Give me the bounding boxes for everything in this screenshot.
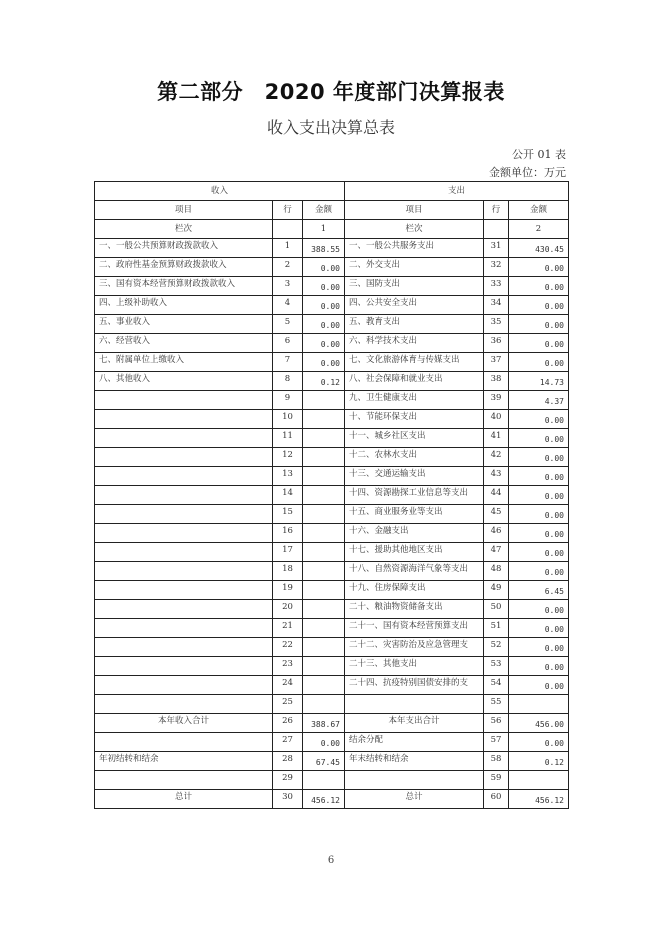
expense-item-cell: 十二、农林水支出 [345, 448, 484, 467]
income-item-cell: 三、国有资本经营预算财政拨款收入 [95, 277, 273, 296]
income-amount-cell: 0.00 [303, 353, 345, 372]
income-amount-cell [303, 562, 345, 581]
expense-item-cell: 年末结转和结余 [345, 752, 484, 771]
income-line-cell: 22 [273, 638, 303, 657]
income-item-cell [95, 448, 273, 467]
group-header-row [95, 182, 569, 201]
expense-line-cell: 44 [484, 486, 509, 505]
table-row [95, 296, 569, 315]
expense-item-cell: 十四、资源勘探工业信息等支出 [345, 486, 484, 505]
income-item-cell: 四、上级补助收入 [95, 296, 273, 315]
expense-item-cell: 十八、自然资源海洋气象等支出 [345, 562, 484, 581]
income-item-cell: 本年收入合计 [95, 714, 273, 733]
table-row [95, 714, 569, 733]
income-amount-cell: 456.12 [303, 790, 345, 809]
expense-line-cell: 37 [484, 353, 509, 372]
expense-amount-cell: 0.00 [509, 429, 569, 448]
column-index-row [95, 220, 569, 239]
income-line-cell: 23 [273, 657, 303, 676]
income-item-cell [95, 505, 273, 524]
expense-line-cell: 33 [484, 277, 509, 296]
expense-amount-cell: 0.00 [509, 524, 569, 543]
income-item-cell [95, 429, 273, 448]
expense-item-cell [345, 695, 484, 714]
income-amount-cell [303, 505, 345, 524]
table-row [95, 524, 569, 543]
income-line-cell: 26 [273, 714, 303, 733]
income-item-cell: 五、事业收入 [95, 315, 273, 334]
income-amount-cell [303, 771, 345, 790]
income-amount-cell: 0.00 [303, 296, 345, 315]
expense-item-cell: 八、社会保障和就业支出 [345, 372, 484, 391]
income-amount-cell [303, 467, 345, 486]
expense-item-cell: 九、卫生健康支出 [345, 391, 484, 410]
income-line-cell: 12 [273, 448, 303, 467]
expense-amount-cell: 0.00 [509, 334, 569, 353]
expense-item-cell: 总计 [345, 790, 484, 809]
expense-amount-header: 金额 [509, 201, 569, 220]
expense-amount-cell: 0.00 [509, 543, 569, 562]
expense-item-cell: 十三、交通运输支出 [345, 467, 484, 486]
income-item-cell [95, 543, 273, 562]
table-row [95, 619, 569, 638]
expense-amount-cell: 0.00 [509, 448, 569, 467]
income-amount-cell [303, 600, 345, 619]
table-subtitle: 收入支出决算总表 [266, 118, 395, 137]
income-amount-cell [303, 638, 345, 657]
income-item-cell [95, 676, 273, 695]
expense-line-cell: 43 [484, 467, 509, 486]
expense-item-cell: 本年支出合计 [345, 714, 484, 733]
income-line-cell: 1 [273, 239, 303, 258]
expense-line-cell: 49 [484, 581, 509, 600]
income-item-cell [95, 657, 273, 676]
income-line-cell: 3 [273, 277, 303, 296]
expense-item-cell [345, 771, 484, 790]
expense-index-value: 2 [509, 220, 569, 239]
income-line-cell: 10 [273, 410, 303, 429]
table-row [95, 733, 569, 752]
table-row [95, 258, 569, 277]
income-amount-cell [303, 486, 345, 505]
expense-item-cell: 十一、城乡社区支出 [345, 429, 484, 448]
expense-item-cell: 结余分配 [345, 733, 484, 752]
income-item-header: 项目 [95, 201, 273, 220]
expense-line-cell: 40 [484, 410, 509, 429]
income-line-cell: 17 [273, 543, 303, 562]
expense-line-cell: 56 [484, 714, 509, 733]
table-row [95, 543, 569, 562]
page-number: 6 [327, 855, 335, 866]
income-amount-cell: 0.12 [303, 372, 345, 391]
expense-amount-cell: 430.45 [509, 239, 569, 258]
amount-unit: 金额单位：万元 [489, 166, 566, 179]
income-item-cell [95, 410, 273, 429]
income-amount-cell [303, 676, 345, 695]
expense-line-cell: 36 [484, 334, 509, 353]
income-amount-cell: 0.00 [303, 334, 345, 353]
expense-amount-cell: 0.00 [509, 315, 569, 334]
expense-line-cell: 50 [484, 600, 509, 619]
expense-line-cell: 39 [484, 391, 509, 410]
expense-amount-cell: 456.12 [509, 790, 569, 809]
income-item-cell [95, 695, 273, 714]
expense-amount-cell [509, 695, 569, 714]
expense-amount-cell: 0.00 [509, 619, 569, 638]
income-line-cell: 21 [273, 619, 303, 638]
income-item-cell [95, 467, 273, 486]
income-amount-cell: 0.00 [303, 277, 345, 296]
income-item-cell [95, 638, 273, 657]
income-item-cell: 八、其他收入 [95, 372, 273, 391]
expense-line-cell: 46 [484, 524, 509, 543]
expense-line-cell: 60 [484, 790, 509, 809]
table-row [95, 657, 569, 676]
income-amount-cell: 388.55 [303, 239, 345, 258]
expense-amount-cell: 0.12 [509, 752, 569, 771]
table-row [95, 695, 569, 714]
expense-amount-cell: 0.00 [509, 562, 569, 581]
expense-line-cell: 38 [484, 372, 509, 391]
income-line-header: 行 [273, 201, 303, 220]
table-row [95, 581, 569, 600]
expense-line-cell: 48 [484, 562, 509, 581]
income-index-label: 栏次 [95, 220, 273, 239]
expense-line-cell: 59 [484, 771, 509, 790]
expense-line-cell: 57 [484, 733, 509, 752]
table-row [95, 429, 569, 448]
expense-item-cell: 四、公共安全支出 [345, 296, 484, 315]
expense-line-cell: 54 [484, 676, 509, 695]
income-line-cell: 27 [273, 733, 303, 752]
expense-item-cell: 十、节能环保支出 [345, 410, 484, 429]
table-row [95, 486, 569, 505]
income-line-cell: 30 [273, 790, 303, 809]
income-line-cell: 19 [273, 581, 303, 600]
expense-amount-cell: 0.00 [509, 258, 569, 277]
income-line-cell: 29 [273, 771, 303, 790]
income-item-cell: 二、政府性基金预算财政拨款收入 [95, 258, 273, 277]
expense-line-cell: 58 [484, 752, 509, 771]
table-row [95, 467, 569, 486]
income-line-cell: 20 [273, 600, 303, 619]
income-amount-cell: 0.00 [303, 258, 345, 277]
table-row [95, 239, 569, 258]
expense-amount-cell: 456.00 [509, 714, 569, 733]
table-row [95, 752, 569, 771]
table-row [95, 315, 569, 334]
expense-item-cell: 二十二、灾害防治及应急管理支 [345, 638, 484, 657]
income-item-cell [95, 581, 273, 600]
table-row [95, 638, 569, 657]
expense-item-header: 项目 [345, 201, 484, 220]
table-row [95, 334, 569, 353]
income-item-cell [95, 562, 273, 581]
income-amount-header: 金额 [303, 201, 345, 220]
expense-index-label: 栏次 [345, 220, 484, 239]
expense-index-line [484, 220, 509, 239]
income-item-cell [95, 771, 273, 790]
income-item-cell [95, 600, 273, 619]
income-item-cell: 七、附属单位上缴收入 [95, 353, 273, 372]
income-amount-cell [303, 448, 345, 467]
income-amount-cell [303, 695, 345, 714]
income-amount-cell [303, 391, 345, 410]
expense-amount-cell: 0.00 [509, 467, 569, 486]
expense-item-cell: 五、教育支出 [345, 315, 484, 334]
expense-line-cell: 52 [484, 638, 509, 657]
income-amount-cell [303, 619, 345, 638]
table-row [95, 771, 569, 790]
income-item-cell [95, 391, 273, 410]
table-row [95, 353, 569, 372]
income-amount-cell [303, 581, 345, 600]
income-amount-cell [303, 429, 345, 448]
expense-line-cell: 42 [484, 448, 509, 467]
income-line-cell: 24 [273, 676, 303, 695]
income-item-cell: 总计 [95, 790, 273, 809]
income-line-cell: 11 [273, 429, 303, 448]
expense-amount-cell: 0.00 [509, 277, 569, 296]
income-line-cell: 6 [273, 334, 303, 353]
income-line-cell: 18 [273, 562, 303, 581]
expense-amount-cell [509, 771, 569, 790]
income-amount-cell: 0.00 [303, 315, 345, 334]
expense-line-cell: 32 [484, 258, 509, 277]
table-number: 公开 01 表 [512, 148, 566, 161]
expense-amount-cell: 0.00 [509, 410, 569, 429]
income-amount-cell: 388.67 [303, 714, 345, 733]
expense-item-cell: 二十三、其他支出 [345, 657, 484, 676]
income-line-cell: 5 [273, 315, 303, 334]
expense-item-cell: 十九、住房保障支出 [345, 581, 484, 600]
expense-item-cell: 二十四、抗疫特别国债安排的支 [345, 676, 484, 695]
income-line-cell: 28 [273, 752, 303, 771]
income-item-cell: 一、一般公共预算财政拨款收入 [95, 239, 273, 258]
table-row [95, 448, 569, 467]
table-row [95, 505, 569, 524]
income-amount-cell [303, 410, 345, 429]
income-item-cell: 六、经营收入 [95, 334, 273, 353]
expense-item-cell: 十五、商业服务业等支出 [345, 505, 484, 524]
table-row [95, 372, 569, 391]
income-line-cell: 15 [273, 505, 303, 524]
expense-item-cell: 七、文化旅游体育与传媒支出 [345, 353, 484, 372]
expense-amount-cell: 0.00 [509, 486, 569, 505]
expense-amount-cell: 0.00 [509, 353, 569, 372]
income-item-cell [95, 733, 273, 752]
expense-item-cell: 三、国防支出 [345, 277, 484, 296]
expense-item-cell: 二十一、国有资本经营预算支出 [345, 619, 484, 638]
page-title: 第二部分 2020 年度部门决算报表 [157, 80, 505, 104]
expense-amount-cell: 0.00 [509, 505, 569, 524]
income-item-cell [95, 524, 273, 543]
expense-item-cell: 十七、援助其他地区支出 [345, 543, 484, 562]
expense-item-cell: 十六、金融支出 [345, 524, 484, 543]
expense-item-cell: 二十、粮油物资储备支出 [345, 600, 484, 619]
expense-amount-cell: 0.00 [509, 676, 569, 695]
income-line-cell: 9 [273, 391, 303, 410]
expense-amount-cell: 0.00 [509, 657, 569, 676]
table-row [95, 790, 569, 809]
expense-item-cell: 六、科学技术支出 [345, 334, 484, 353]
income-amount-cell [303, 524, 345, 543]
table-row [95, 600, 569, 619]
expense-amount-cell: 0.00 [509, 733, 569, 752]
income-group-header: 收入 [95, 182, 345, 201]
income-line-cell: 2 [273, 258, 303, 277]
income-line-cell: 16 [273, 524, 303, 543]
expense-line-cell: 55 [484, 695, 509, 714]
table-row [95, 391, 569, 410]
income-index-line [273, 220, 303, 239]
expense-line-cell: 41 [484, 429, 509, 448]
table-row [95, 562, 569, 581]
income-item-cell: 年初结转和结余 [95, 752, 273, 771]
expense-amount-cell: 6.45 [509, 581, 569, 600]
expense-line-cell: 47 [484, 543, 509, 562]
table-row [95, 410, 569, 429]
income-line-cell: 8 [273, 372, 303, 391]
income-line-cell: 14 [273, 486, 303, 505]
expense-line-cell: 31 [484, 239, 509, 258]
expense-amount-cell: 4.37 [509, 391, 569, 410]
expense-item-cell: 二、外交支出 [345, 258, 484, 277]
expense-line-cell: 34 [484, 296, 509, 315]
income-index-value: 1 [303, 220, 345, 239]
expense-line-cell: 45 [484, 505, 509, 524]
expense-line-header: 行 [484, 201, 509, 220]
income-line-cell: 13 [273, 467, 303, 486]
income-amount-cell: 0.00 [303, 733, 345, 752]
income-amount-cell: 67.45 [303, 752, 345, 771]
income-line-cell: 25 [273, 695, 303, 714]
expense-line-cell: 51 [484, 619, 509, 638]
income-item-cell [95, 486, 273, 505]
expense-amount-cell: 0.00 [509, 296, 569, 315]
income-expense-table [94, 181, 569, 809]
table-row [95, 676, 569, 695]
expense-line-cell: 53 [484, 657, 509, 676]
column-header-row [95, 201, 569, 220]
income-item-cell [95, 619, 273, 638]
expense-amount-cell: 0.00 [509, 638, 569, 657]
expense-group-header: 支出 [345, 182, 569, 201]
income-line-cell: 7 [273, 353, 303, 372]
expense-item-cell: 一、一般公共服务支出 [345, 239, 484, 258]
expense-line-cell: 35 [484, 315, 509, 334]
expense-amount-cell: 14.73 [509, 372, 569, 391]
income-amount-cell [303, 543, 345, 562]
table-row [95, 277, 569, 296]
income-amount-cell [303, 657, 345, 676]
income-line-cell: 4 [273, 296, 303, 315]
expense-amount-cell: 0.00 [509, 600, 569, 619]
